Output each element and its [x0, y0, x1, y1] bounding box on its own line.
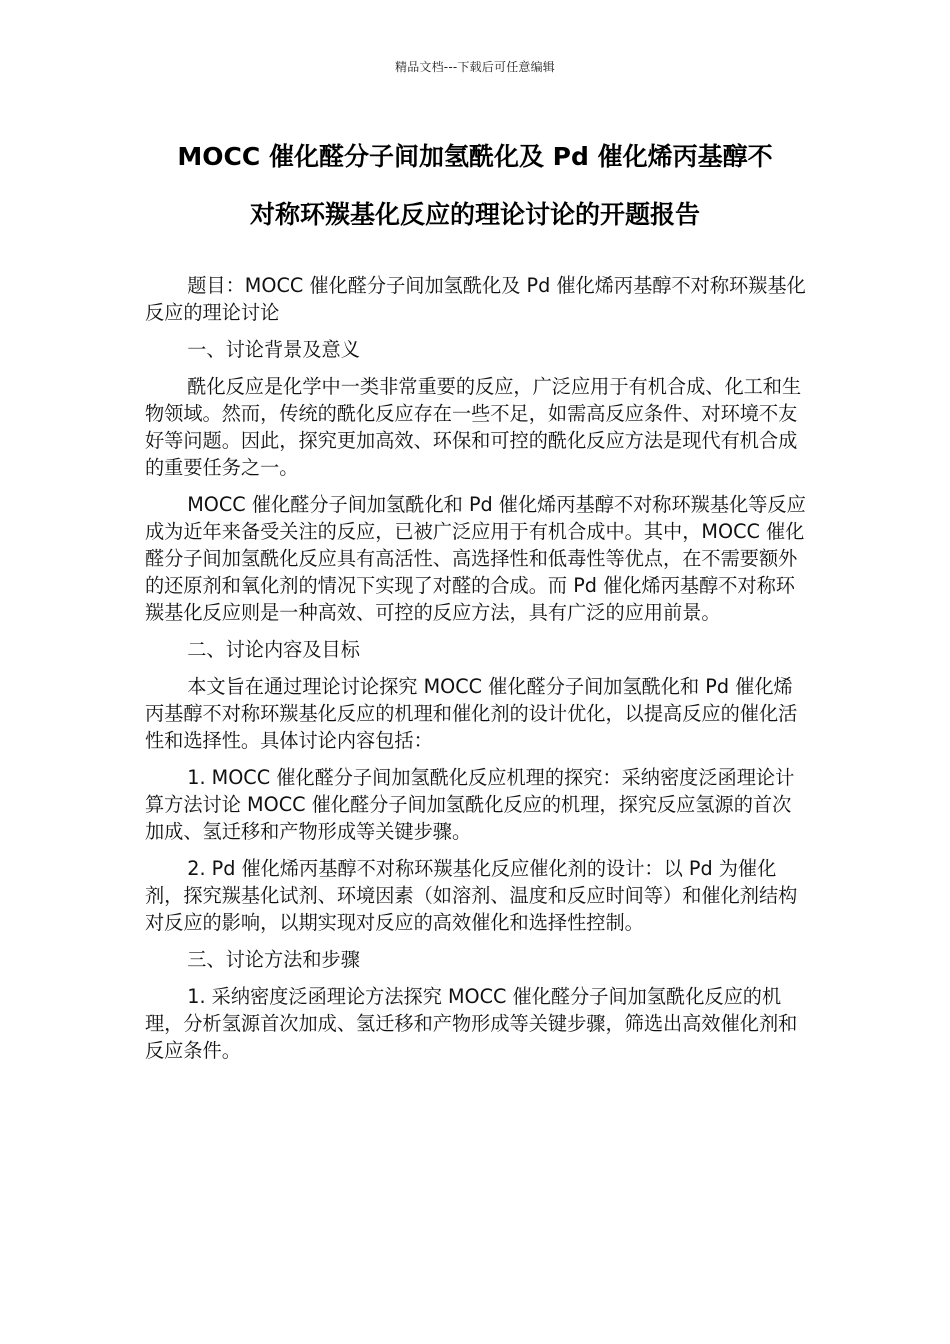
paragraph-topic: 题目：MOCC 催化醛分子间加氢酰化及 Pd 催化烯丙基醇不对称环羰基化反应的理论讨论 [145, 274, 806, 324]
paragraph-reactions: MOCC 催化醛分子间加氢酰化和 Pd 催化烯丙基醇不对称环羰基化等反应成为近年来备受关注的反应，已被广泛应用于有机合成中。其中，MOCC 催化醛分子间加氢酰化反应具有高活性、高选择性和低毒性等优点，在不需要额外的还原剂和氧化剂的情况下实现了对醛的合成。而 Pd 催化烯丙基醇不对称环羰基化反应则是一种高效、可控的反应方法，具有广泛的应用前景。 [145, 493, 806, 624]
paragraph-item-2: 2. Pd 催化烯丙基醇不对称环羰基化反应催化剂的设计：以 Pd 为催化剂，探究羰基化试剂、环境因素（如溶剂、温度和反应时间等）和催化剂结构对反应的影响，以期实现对反应的高效催化和选择性控制。 [145, 857, 798, 934]
section-heading-background: 一、讨论背景及意义 [187, 338, 360, 361]
header-note: 精品文档---下载后可任意编辑 [395, 60, 555, 74]
document-body [145, 272, 807, 1074]
paragraph-method-1: 1. 采纳密度泛函理论方法探究 MOCC 催化醛分子间加氢酰化反应的机理，分析氢源首次加成、氢迁移和产物形成等关键步骤，筛选出高效催化剂和反应条件。 [145, 985, 798, 1062]
paragraph-background: 酰化反应是化学中一类非常重要的反应，广泛应用于有机合成、化工和生物领域。然而，传统的酰化反应存在一些不足，如需高反应条件、对环境不友好等问题。因此，探究更加高效、环保和可控的酰化反应方法是现代有机合成的重要任务之一。 [145, 375, 802, 479]
section-heading-content: 二、讨论内容及目标 [187, 638, 360, 661]
section-heading-methods: 三、讨论方法和步骤 [187, 948, 360, 971]
document-title [120, 128, 830, 244]
paragraph-item-1: 1. MOCC 催化醛分子间加氢酰化反应机理的探究：采纳密度泛函理论计算方法讨论 MOCC 催化醛分子间加氢酰化反应的机理，探究反应氢源的首次加成、氢迁移和产物形成等关键步骤。 [145, 766, 795, 843]
paragraph-objective: 本文旨在通过理论讨论探究 MOCC 催化醛分子间加氢酰化和 Pd 催化烯丙基醇不对称环羰基化反应的机理和催化剂的设计优化，以提高反应的催化活性和选择性。具体讨论内容包括： [145, 675, 798, 752]
title-line-1: MOCC 催化醛分子间加氢酰化及 Pd 催化烯丙基醇不 [177, 142, 773, 171]
title-line-2: 对称环羰基化反应的理论讨论的开题报告 [249, 200, 700, 229]
